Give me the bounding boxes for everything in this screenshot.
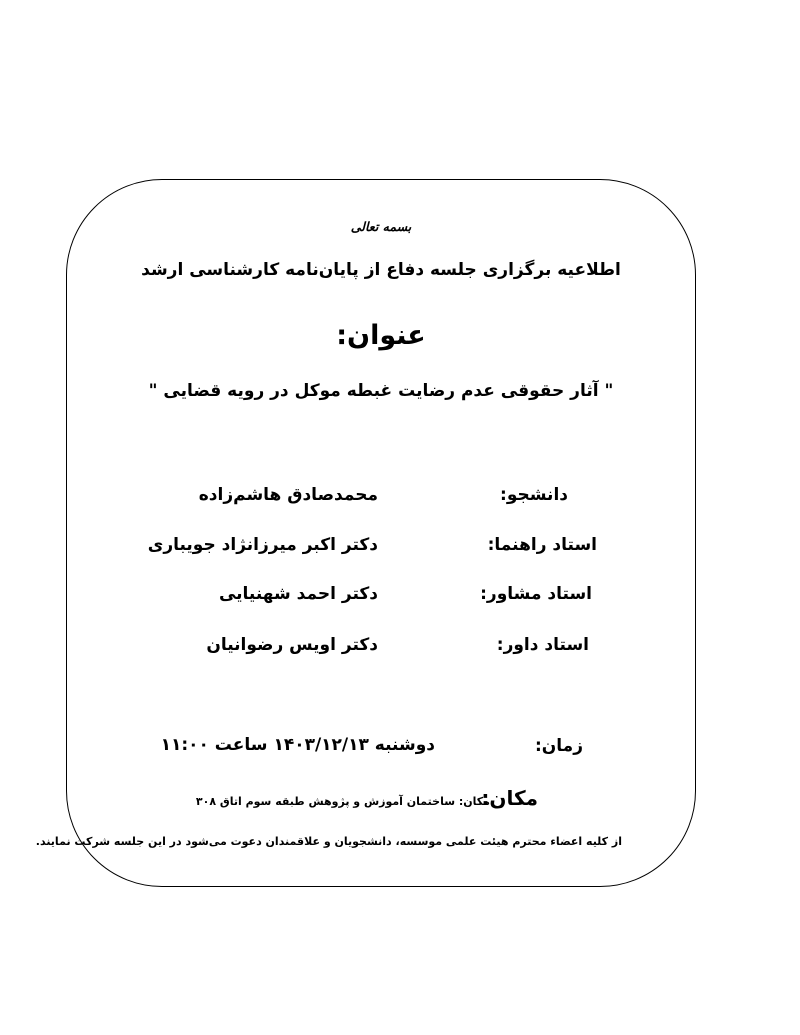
- place-value: مکان: ساختمان آموزش و پژوهش طبقه سوم اتاق ۳۰۸: [195, 795, 490, 808]
- supervisor-label: استاد راهنما:: [487, 535, 597, 555]
- invitation-note: از کلیه اعضاء محترم هیئت علمی موسسه، دانشجویان و علاقمندان دعوت می‌شود در این جلسه شرکت نمایند.: [35, 835, 622, 848]
- student-name: محمدصادق هاشم‌زاده: [198, 485, 378, 505]
- advisor-name: دکتر احمد شهنیایی: [218, 584, 378, 604]
- announcement-frame: [66, 179, 696, 887]
- student-label: دانشجو:: [500, 485, 568, 505]
- time-label: زمان:: [534, 736, 583, 756]
- basmala: بسمه تعالی: [350, 219, 412, 234]
- examiner-name: دکتر اویس رضوانیان: [206, 635, 378, 655]
- time-value: دوشنبه ۱۴۰۳/۱۲/۱۳ ساعت ۱۱:۰۰: [160, 735, 435, 755]
- supervisor-name: دکتر اکبر میرزانژاد جویباری: [147, 535, 378, 555]
- place-label: مکان:: [481, 786, 538, 810]
- advisor-label: استاد مشاور:: [480, 584, 592, 604]
- announcement-heading: اطلاعیه برگزاری جلسه دفاع از پایان‌نامه کارشناسی ارشد: [141, 260, 621, 280]
- title-label: عنوان:: [336, 320, 426, 351]
- thesis-title: " آثار حقوقی عدم رضایت غبطه موکل در رویه قضایی ": [148, 381, 614, 401]
- examiner-label: استاد داور:: [496, 635, 589, 655]
